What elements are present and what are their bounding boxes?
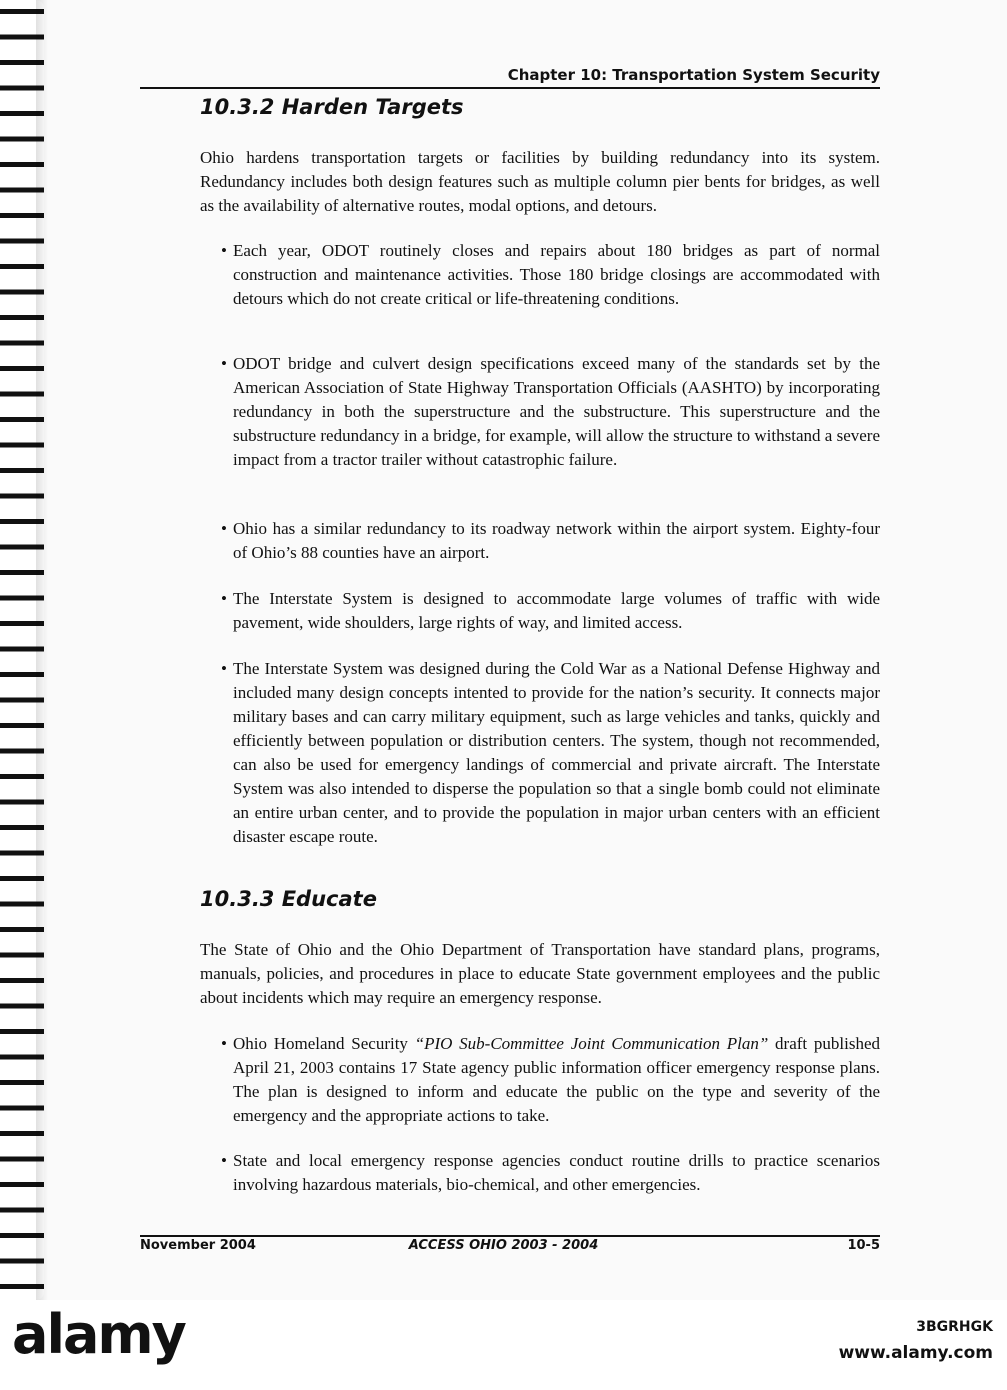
list-item-text: State and local emergency response agencies conduct routine drills to practice scenarios involving hazardous materials, bio-chemical, and other emergencies. <box>233 1151 880 1194</box>
section-intro-educate: The State of Ohio and the Ohio Department of Transportation have standard plans, programs, manuals, policies, and procedures in place to educate State government employees and the public about incidents which may require an emergency response. <box>200 940 880 1007</box>
section-intro-harden-targets: Ohio hardens transportation targets or facilities by building redundancy into its system. Redundancy includes both design features such as multiple column pier bents for bridges, as well as the availability of alternative routes, modal options, and detours. <box>200 148 880 215</box>
list-item-text: Ohio has a similar redundancy to its roadway network within the airport system. Eighty-four of Ohio’s 88 counties have an airport. <box>233 519 880 562</box>
footer-publication: ACCESS OHIO 2003 - 2004 <box>408 1238 599 1253</box>
list-item <box>221 352 880 472</box>
page-number: 10-5 <box>847 1238 880 1253</box>
list-item-text: The Interstate System was designed during the Cold War as a National Defense Highway and included many design concepts intented to provide for the nation’s security. It connects major military bases and can carry military equipment, such as large vehicles and tanks, quickly and efficiently between population or distribution centers. The system, though not recommended, can also be used for emergency landings of commercial and private aircraft. The Interstate System was also intended to disperse the population so that a single bomb could not eliminate an entire urban center, and to provide the population in major urban centers with an efficient disaster escape route. <box>233 659 880 846</box>
list-item <box>221 587 880 635</box>
bullet-dot: • <box>221 1151 227 1170</box>
bullet-dot: • <box>221 354 227 373</box>
plan-title: “PIO Sub-Committee Joint Communication Plan” <box>414 1034 769 1053</box>
binding-shadow <box>36 0 48 1300</box>
watermark-logo: alamy <box>12 1303 185 1366</box>
section-heading-educate: 10.3.3 Educate <box>200 887 377 911</box>
list-item <box>221 239 880 311</box>
list-item <box>221 1149 880 1197</box>
bullet-dot: • <box>221 659 227 678</box>
bullet-dot: • <box>221 1034 227 1053</box>
section-heading-harden-targets: 10.3.2 Harden Targets <box>200 95 464 119</box>
watermark-url: www.alamy.com <box>838 1343 993 1363</box>
watermark-image-id: 3BGRHGK <box>916 1319 993 1335</box>
bullet-dot: • <box>221 241 227 260</box>
list-item-prefix: Ohio Homeland Security <box>233 1034 415 1053</box>
chapter-header: Chapter 10: Transportation System Security <box>507 66 880 84</box>
header-rule <box>140 87 880 89</box>
list-item-text: Each year, ODOT routinely closes and repairs about 180 bridges as part of normal construction and maintenance activities. Those 180 bridge closings are accommodated with detours which do not create critical or life-threatening conditions. <box>233 241 880 308</box>
list-item <box>221 517 880 565</box>
list-item-suffix: draft published April 21, 2003 contains 17 State agency public information officer emergency response plans. The plan is designed to inform and educate the public on the type and severity of the emergency and the appropriate actions to take. <box>233 1034 880 1125</box>
list-item-text <box>221 1032 880 1128</box>
list-item <box>221 657 880 849</box>
list-item-text: ODOT bridge and culvert design specifications exceed many of the standards set by the American Association of State Highway Transportation Officials (AASHTO) by incorporating redundancy in both the superstructure and the substructure. This superstructure and the substructure redundancy in a bridge, for example, will allow the structure to withstand a severe impact from a tractor trailer without catastrophic failure. <box>233 354 880 469</box>
list-item-text: The Interstate System is designed to accommodate large volumes of traffic with wide pavement, wide shoulders, large rights of way, and limited access. <box>233 589 880 632</box>
bullet-dot: • <box>221 589 227 608</box>
list-item <box>221 1032 880 1128</box>
footer-rule <box>140 1235 880 1237</box>
bullet-dot: • <box>221 519 227 538</box>
footer-date: November 2004 <box>140 1238 256 1253</box>
